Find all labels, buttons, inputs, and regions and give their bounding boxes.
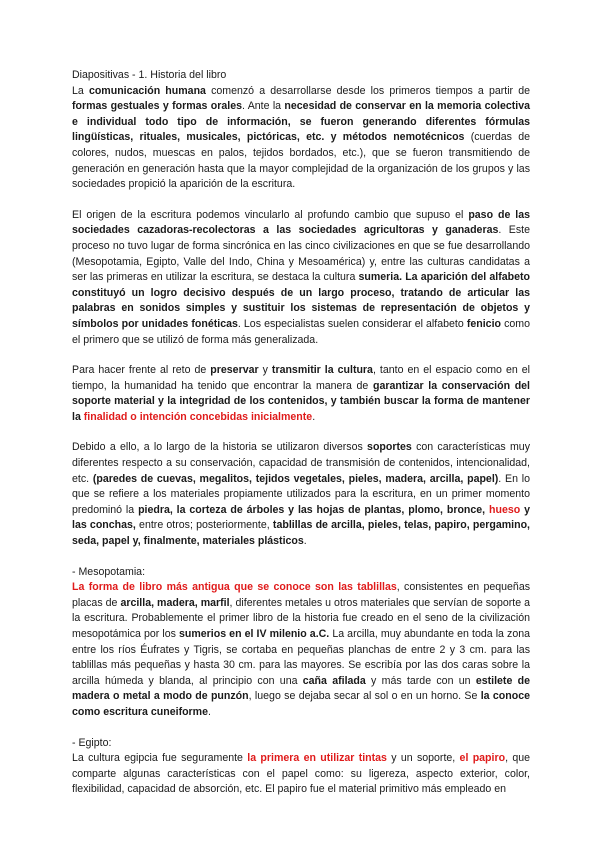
highlighted-text-run: la primera en utilizar tintas: [247, 752, 387, 765]
text-run: como el primero que se utilizó de forma más generalizada.: [72, 317, 530, 346]
bold-text-run: estilete de madera o metal a modo de punzón: [72, 674, 530, 703]
text-run: entre otros; posteriormente,: [135, 519, 273, 532]
highlighted-text-run: el papiro: [459, 752, 506, 765]
section-heading-mesopotamia: - Mesopotamia:: [72, 565, 146, 578]
bold-text-run: y las conchas,: [72, 503, 530, 532]
text-run: . Ante la: [242, 100, 285, 113]
text-run: .: [208, 705, 211, 718]
paragraph-egipto: [72, 751, 530, 798]
highlighted-text-run: La forma de libro más antigua que se conoce son las tablillas: [72, 581, 397, 594]
bold-text-run: transmitir la cultura: [271, 364, 373, 377]
text-run: , tanto en el espacio como en el tiempo, la humanidad ha tenido que encontrar la manera de: [72, 364, 530, 392]
paragraph-communication: [72, 84, 530, 193]
bold-text-run: paso de las sociedades cazadoras-recolectoras a las sociedades agricultoras y ganaderas: [72, 208, 530, 237]
text-run: con características muy diferentes respecto a su conservación, capacidad de transmisión de contenidos, intencionalidad, etc.: [72, 441, 530, 485]
document-page: [72, 68, 530, 813]
text-run: comenzó a desarrollarse desde los primeros tiempos a partir de: [205, 84, 531, 97]
text-run: , diferentes metales u otros materiales que servían de soporte a la escritura. Probablemente el primer libro de la historia fue creado en el seno de la civilización mesopotámica por los: [72, 596, 531, 640]
text-run: y un soporte,: [386, 752, 460, 765]
text-run: La: [72, 84, 89, 97]
text-run: , luego se dejaba secar al sol o en un horno. Se: [248, 690, 481, 703]
text-run: (cuerdas de colores, nudos, muescas en palos, tejidos bordados, etc.), que se fueron transmitiendo de generación en generación hasta que la mayor complejidad de la organización de los grupos y las sociedades propició la aparición de la escritura.: [72, 131, 530, 191]
bold-text-run: sumeria. La aparición del alfabeto constituyó un logro decisivo después de un largo proceso, tratando de articular las palabras en sonidos simples y sustituir los sistemas de representación de objetos y símbolos por unidades fonéticas: [72, 271, 530, 330]
paragraph-writing-origin: [72, 208, 530, 348]
text-run: , que comparte algunas características con el papel como: su ligereza, aspecto exterior, color, flexibilidad, capacidad de absorción, etc. El papiro fue el material primitivo más empleado en: [72, 752, 530, 796]
paragraph-supports: [72, 440, 530, 549]
paragraph-mesopotamia: [72, 580, 530, 720]
bold-text-run: garantizar la conservación del soporte material y la integridad de los contenidos, y también buscar la forma de mantener la: [72, 379, 530, 423]
highlighted-text-run: hueso: [489, 503, 521, 516]
section-heading-egipto: - Egipto:: [72, 736, 112, 749]
text-run: . Los especialistas suelen considerar el alfabeto: [237, 317, 467, 330]
bold-text-run: soportes: [367, 441, 412, 454]
bold-text-run: formas gestuales y formas orales: [72, 100, 242, 113]
bold-text-run: tablillas de arcilla, pieles, telas, papiro, pergamino, seda, papel y, finalmente, materiales plásticos: [72, 519, 530, 548]
bold-text-run: arcilla, madera, marfil: [120, 596, 230, 609]
text-run: .: [312, 410, 316, 423]
bold-text-run: caña afilada: [302, 674, 366, 687]
text-run: Debido a ello, a lo largo de la historia se utilizaron diversos: [72, 441, 368, 454]
text-run: La cultura egipcia fue seguramente: [72, 752, 248, 765]
bold-text-run: necesidad de conservar en la memoria colectiva e individual todo tipo de información, se fueron generando diferentes fórmulas lingüísticas, rituales, musicales, pictóricas, etc. y métodos nemotécnicos: [72, 100, 530, 144]
text-run: . En lo que se refiere a los materiales propiamente utilizados para la escritura, en un primer momento predominó la: [72, 472, 530, 516]
bold-text-run: (paredes de cuevas, megalitos, tejidos vegetales, pieles, madera, arcilla, papel): [92, 472, 499, 485]
bold-text-run: preservar: [210, 364, 259, 377]
bold-text-run: sumerios en el IV milenio a.C.: [179, 628, 330, 640]
text-run: .: [303, 535, 307, 548]
text-run: y: [258, 364, 272, 377]
paragraph-preservation: [72, 363, 530, 425]
bold-text-run: piedra, la corteza de árboles y las hojas de plantas, plomo, bronce,: [138, 503, 489, 516]
bold-text-run: comunicación humana: [88, 84, 206, 97]
highlighted-text-run: finalidad o intención concebidas inicialmente: [83, 410, 313, 423]
document-title: Diapositivas - 1. Historia del libro: [72, 69, 227, 81]
text-run: , consistentes en pequeñas placas de: [72, 581, 531, 609]
text-run: . Este proceso no tuvo lugar de forma sincrónica en las cinco civilizaciones en que se fue desarrollando (Mesopotamia, Egipto, Valle del Indo, China y Mesoamérica) y, entre las culturas candidatas a ser las primeras en utilizar la escritura, se destaca la cultura: [72, 224, 530, 284]
bold-text-run: fenicio: [466, 317, 501, 330]
text-run: El origen de la escritura podemos vincularlo al profundo cambio que supuso el: [72, 208, 469, 221]
text-run: La arcilla, muy abundante en toda la zona entre los ríos Éufrates y Tigris, se cortaba en pequeñas planchas de entre 2 y 3 cm. para las tablillas más pequeñas y hasta 30 cm. para las mayores. Se escribía por las dos caras sobre la arcilla húmeda y blanda, al principio con una: [72, 628, 530, 687]
bold-text-run: la conoce como escritura cuneiforme: [72, 690, 530, 718]
text-run: Para hacer frente al reto de: [72, 364, 211, 377]
text-run: y más tarde con un: [365, 674, 476, 687]
